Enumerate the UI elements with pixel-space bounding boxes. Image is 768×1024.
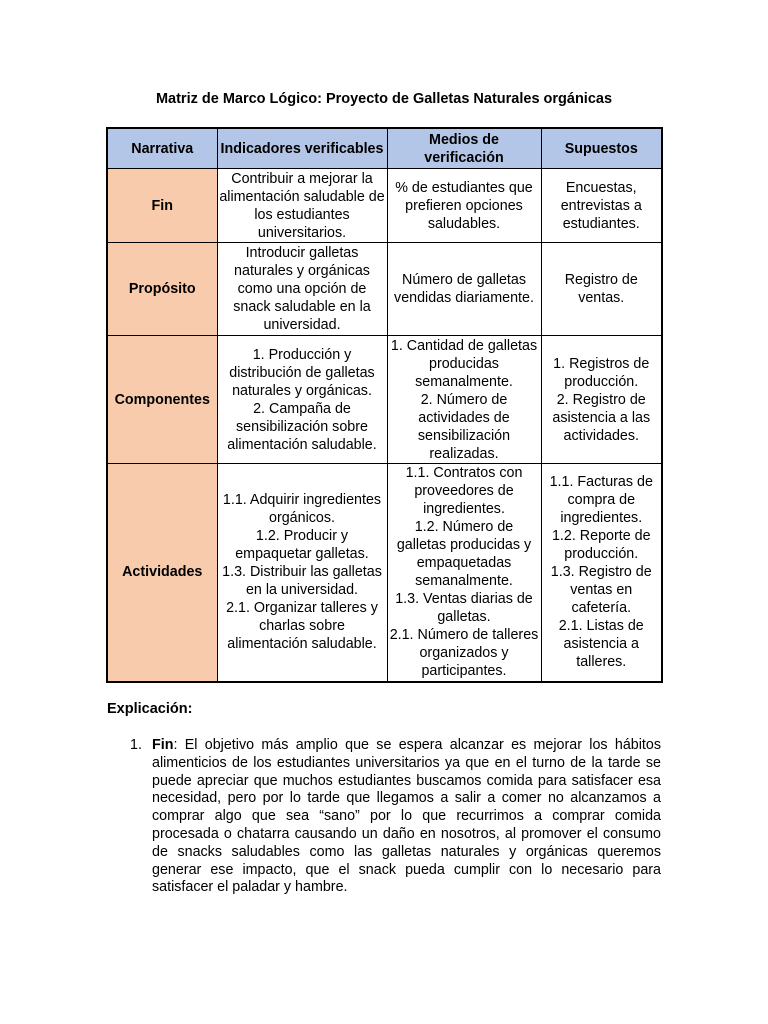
logical-framework-table [106, 127, 663, 683]
table-row-actividades [107, 464, 662, 682]
cell-medios: % de estudiantes que prefieren opciones saludables. [387, 169, 541, 243]
explanation-list [130, 737, 661, 897]
cell-medios: 1. Cantidad de galletas producidas semanalmente. 2. Número de actividades de sensibilización realizadas. [387, 336, 541, 464]
header-medios: Medios de verificación [387, 128, 541, 169]
row-label-actividades: Actividades [107, 464, 217, 682]
explanation-heading: Explicación: [107, 701, 193, 717]
cell-supuestos: Encuestas, entrevistas a estudiantes. [541, 169, 662, 243]
cell-medios: Número de galletas vendidas diariamente. [387, 243, 541, 336]
cell-supuestos: Registro de ventas. [541, 243, 662, 336]
header-indicadores: Indicadores verificables [217, 128, 387, 169]
cell-indicadores: Contribuir a mejorar la alimentación saludable de los estudiantes universitarios. [217, 169, 387, 243]
explanation-term: Fin [152, 737, 174, 753]
row-label-componentes: Componentes [107, 336, 217, 464]
cell-supuestos: 1. Registros de producción. 2. Registro de asistencia a las actividades. [541, 336, 662, 464]
table-row-componentes [107, 336, 662, 464]
explanation-text: : El objetivo más amplio que se espera alcanzar es mejorar los hábitos alimenticios de los estudiantes universitarios ya que en el turno de la tarde se puede apreciar que muchos estudiantes buscamos comida para satisfacer esa necesidad, pero por lo tarde que llegamos a salir a comer no alcanzamos a comprar algo que sea “sano” por lo que recurrimos a comprar comida procesada o chatarra causando un daño en nosotros, al promover el consumo de snacks saludables como las galletas naturales y orgánicas queremos generar ese impacto, que el snack pueda cumplir con lo necesario para satisfacer el paladar y hambre. [152, 737, 661, 896]
table-row-fin [107, 169, 662, 243]
row-label-fin: Fin [107, 169, 217, 243]
explanation-item [130, 737, 661, 897]
cell-indicadores: 1.1. Adquirir ingredientes orgánicos. 1.2. Producir y empaquetar galletas. 1.3. Distribuir las galletas en la universidad. 2.1. Organizar talleres y charlas sobre alimentación saludable. [217, 464, 387, 682]
table-row-proposito [107, 243, 662, 336]
cell-supuestos: 1.1. Facturas de compra de ingredientes. 1.2. Reporte de producción. 1.3. Registro de ventas en cafetería. 2.1. Listas de asistencia a talleres. [541, 464, 662, 682]
header-narrativa: Narrativa [107, 128, 217, 169]
document-title: Matriz de Marco Lógico: Proyecto de Galletas Naturales orgánicas [155, 91, 613, 107]
list-number: 1. [130, 737, 142, 753]
cell-indicadores: Introducir galletas naturales y orgánicas como una opción de snack saludable en la universidad. [217, 243, 387, 336]
table-header-row [107, 128, 662, 169]
cell-indicadores: 1. Producción y distribución de galletas naturales y orgánicas. 2. Campaña de sensibilización sobre alimentación saludable. [217, 336, 387, 464]
row-label-proposito: Propósito [107, 243, 217, 336]
header-supuestos: Supuestos [541, 128, 662, 169]
cell-medios: 1.1. Contratos con proveedores de ingredientes. 1.2. Número de galletas producidas y empaquetadas semanalmente. 1.3. Ventas diarias de galletas. 2.1. Número de talleres organizados y participantes. [387, 464, 541, 682]
